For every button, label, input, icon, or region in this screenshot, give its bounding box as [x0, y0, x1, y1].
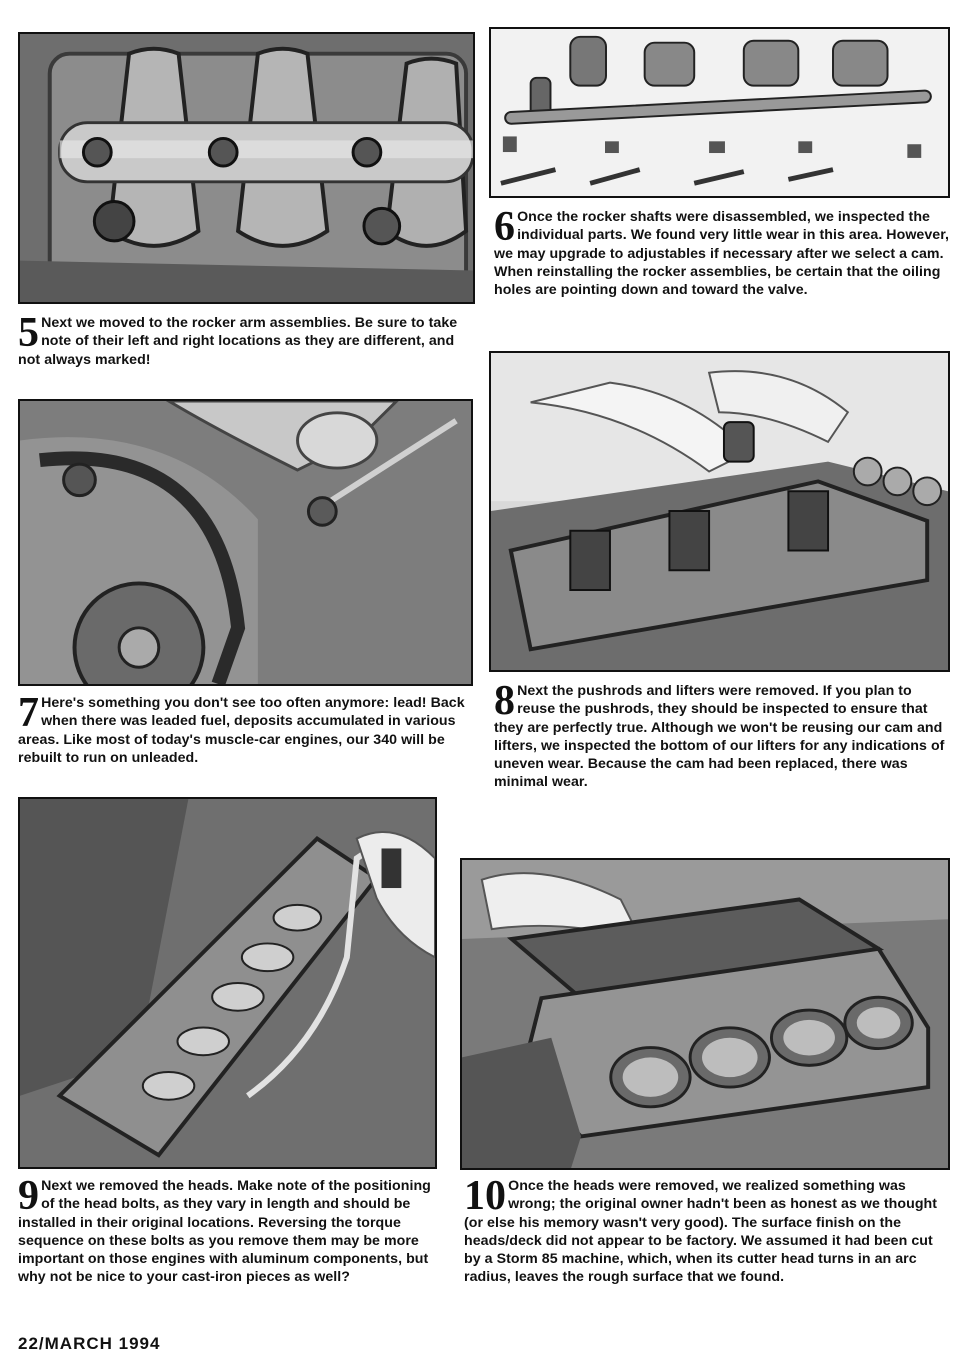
photo-heads-removed: [460, 858, 950, 1170]
caption-number: 8: [494, 678, 516, 724]
caption-6: [494, 204, 950, 299]
photo-rocker-parts: [489, 27, 950, 198]
caption-number: 6: [494, 204, 516, 250]
pushrods-lifters-image: [491, 353, 948, 670]
page-folio: 22/MARCH 1994: [18, 1334, 161, 1353]
caption-10: [464, 1173, 950, 1287]
caption-text: Next we removed the heads. Make note of the positioning of the head bolts, as they vary in length and should be installed in their original locations. Reversing the torque sequence on these bolts as you remove them may be more important on those engines with aluminum components, but why not be nice to your cast-iron pieces as well?: [18, 1178, 431, 1286]
caption-text: Next we moved to the rocker arm assemblies. Be sure to take note of their left and right locations as they are different, and not always marked!: [18, 315, 458, 368]
caption-text: Once the rocker shafts were disassembled, we inspected the individual parts. We found very little wear in this area. However, we may upgrade to adjustables if necessary after we select a cam. When reinstalling the rocker assemblies, be certain that the oiling holes are pointing down and toward the valve.: [494, 209, 949, 299]
caption-number: 7: [18, 690, 40, 736]
caption-number: 9: [18, 1173, 40, 1219]
rocker-arms-image: [20, 34, 473, 302]
caption-7: [18, 690, 474, 767]
caption-number: 5: [18, 310, 40, 356]
heads-removed-image: [462, 860, 948, 1168]
caption-text: Next the pushrods and lifters were removed. If you plan to reuse the pushrods, they should be inspected to ensure that they are perfectly true. Although we won't be reusing our cam and lifters, we inspected the bottom of our lifters for any indications of uneven wear. Because the cam had been replaced, there was minimal wear.: [494, 683, 945, 791]
photo-removing-heads: [18, 797, 437, 1169]
caption-9: [18, 1173, 438, 1287]
rocker-parts-image: [491, 29, 948, 196]
photo-pushrods-lifters: [489, 351, 950, 672]
photo-rocker-arms: [18, 32, 475, 304]
caption-text: Here's something you don't see too often anymore: lead! Back when there was leaded fuel, deposits accumulated in various areas. Like most of today's muscle-car engines, our 340 will be rebuilt to run on unleaded.: [18, 695, 465, 766]
caption-number: 10: [464, 1173, 507, 1219]
removing-heads-image: [20, 799, 435, 1167]
caption-8: [494, 678, 950, 792]
photo-lead-deposits: [18, 399, 473, 686]
lead-deposits-image: [20, 401, 471, 684]
caption-text: Once the heads were removed, we realized something was wrong; the original owner hadn't been as honest as we thought (or else his memory wasn't very good). The surface finish on the heads/deck did not appear to be factory. We assumed it had been cut by a Storm 85 machine, which, when its cutter head turns in an arc radius, leaves the rough surface that we found.: [464, 1178, 938, 1286]
caption-5: [18, 310, 474, 369]
